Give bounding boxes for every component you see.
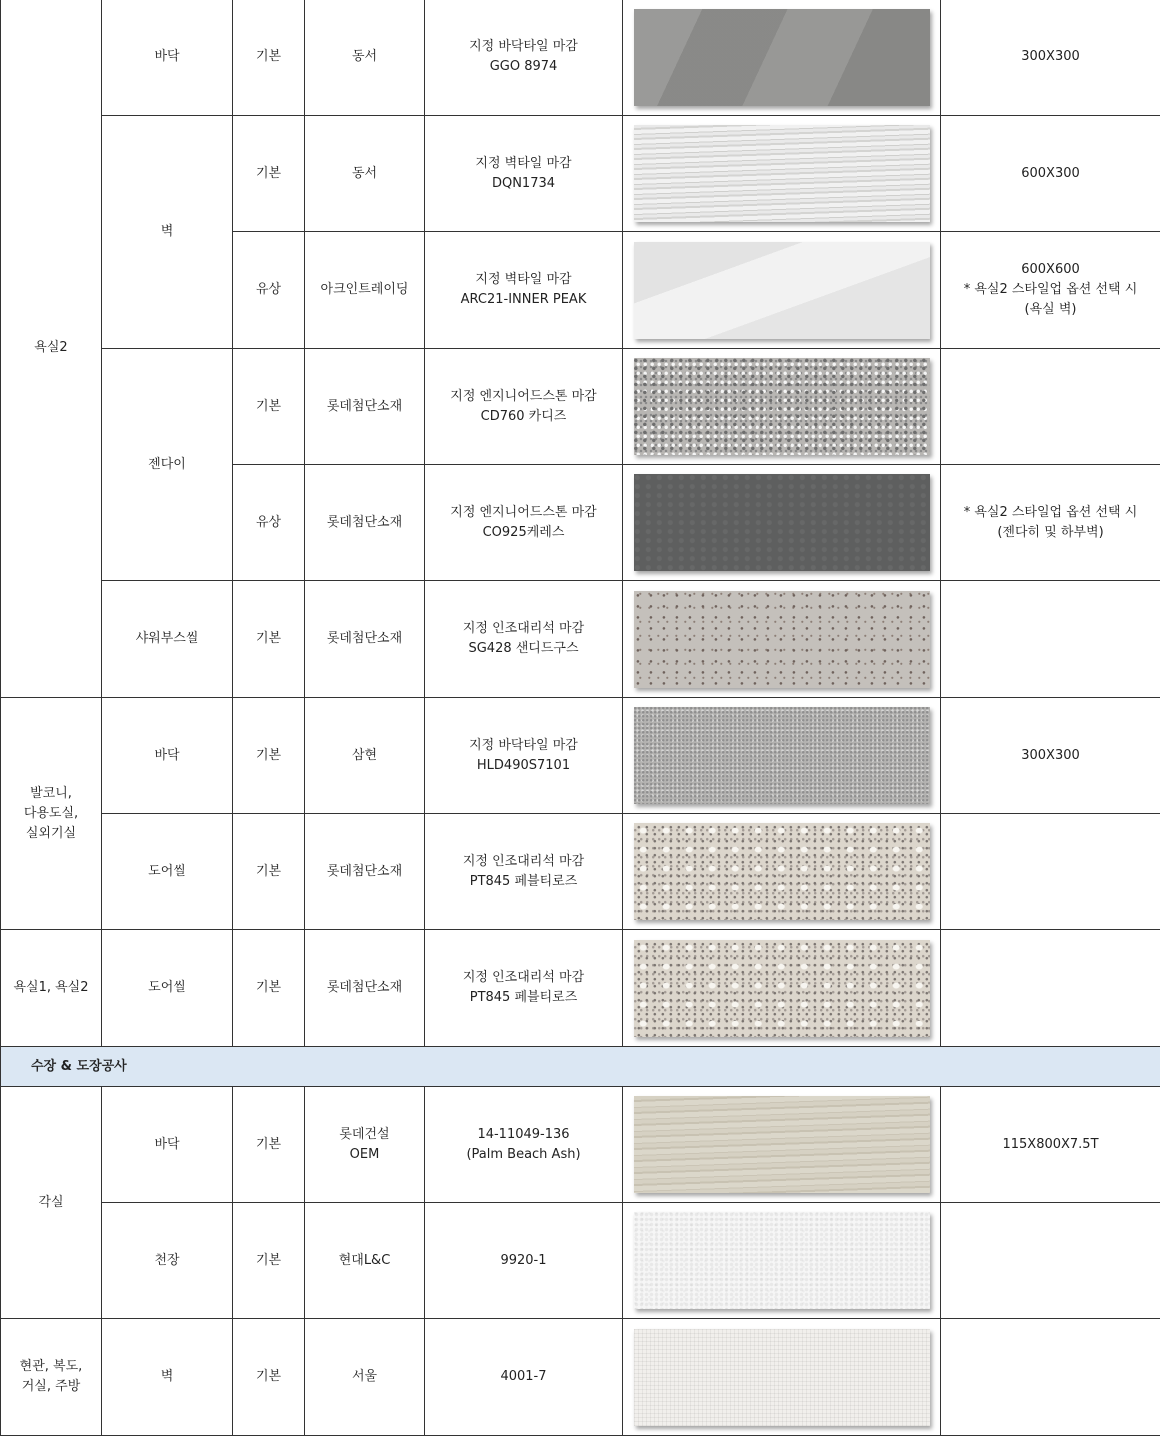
size-cell [941, 814, 1160, 930]
area-cell: 발코니, 다용도실, 실외기실 [1, 698, 102, 930]
spec-cell: 지정 인조대리석 마감 SG428 샌디드구스 [425, 581, 623, 698]
size-cell [941, 581, 1160, 698]
section-header: 수장 & 도장공사 [1, 1047, 1160, 1087]
grade-cell: 기본 [233, 1203, 305, 1319]
size-cell: * 욕실2 스타일업 옵션 선택 시 (젠다히 및 하부벽) [941, 465, 1160, 581]
table-row [1, 581, 1160, 698]
spec-cell: 14-11049-136 (Palm Beach Ash) [425, 1087, 623, 1203]
maker-cell: 아크인트레이딩 [305, 232, 425, 349]
spec-cell: 지정 벽타일 마감 ARC21-INNER PEAK [425, 232, 623, 349]
swatch-cell [623, 1203, 941, 1319]
maker-cell: 삼현 [305, 698, 425, 814]
spec-cell: 지정 바닥타일 마감 HLD490S7101 [425, 698, 623, 814]
table-row [1, 1203, 1160, 1319]
section-header-row [1, 1047, 1160, 1087]
size-cell: 300X300 [941, 698, 1160, 814]
part-cell: 도어씰 [102, 930, 233, 1047]
material-swatch-image [634, 1096, 930, 1193]
maker-cell: 롯데첨단소재 [305, 930, 425, 1047]
size-cell [941, 349, 1160, 465]
swatch-cell [623, 232, 941, 349]
material-swatch-image [634, 940, 930, 1037]
swatch-cell [623, 0, 941, 116]
table-row [1, 1087, 1160, 1203]
material-swatch-image [634, 707, 930, 804]
material-swatch-image [634, 242, 930, 339]
maker-cell: 롯데첨단소재 [305, 349, 425, 465]
swatch-cell [623, 698, 941, 814]
grade-cell: 기본 [233, 0, 305, 116]
grade-cell: 기본 [233, 581, 305, 698]
material-swatch-image [634, 9, 930, 106]
spec-cell: 4001-7 [425, 1319, 623, 1436]
grade-cell: 기본 [233, 116, 305, 232]
part-cell: 천장 [102, 1203, 233, 1319]
table-row [1, 349, 1160, 465]
spec-cell: 9920-1 [425, 1203, 623, 1319]
area-cell: 현관, 복도, 거실, 주방 [1, 1319, 102, 1436]
maker-cell: 롯데건설 OEM [305, 1087, 425, 1203]
spec-cell: 지정 인조대리석 마감 PT845 페블티로즈 [425, 814, 623, 930]
grade-cell: 기본 [233, 349, 305, 465]
size-cell [941, 1203, 1160, 1319]
size-cell [941, 1319, 1160, 1436]
size-cell: 115X800X7.5T [941, 1087, 1160, 1203]
table-row [1, 930, 1160, 1047]
part-cell: 벽 [102, 1319, 233, 1436]
swatch-cell [623, 349, 941, 465]
size-cell: 600X300 [941, 116, 1160, 232]
maker-cell: 롯데첨단소재 [305, 581, 425, 698]
grade-cell: 기본 [233, 1087, 305, 1203]
material-swatch-image [634, 358, 930, 455]
swatch-cell [623, 116, 941, 232]
maker-cell: 롯데첨단소재 [305, 814, 425, 930]
grade-cell: 유상 [233, 465, 305, 581]
size-cell: 600X600 * 욕실2 스타일업 옵션 선택 시 (욕실 벽) [941, 232, 1160, 349]
area-cell: 각실 [1, 1087, 102, 1319]
swatch-cell [623, 581, 941, 698]
spec-cell: 지정 엔지니어드스톤 마감 CO925케레스 [425, 465, 623, 581]
table-row [1, 0, 1160, 116]
table-row [1, 814, 1160, 930]
material-swatch-image [634, 474, 930, 571]
maker-cell: 현대L&C [305, 1203, 425, 1319]
swatch-cell [623, 1319, 941, 1436]
table-row [1, 1319, 1160, 1436]
swatch-cell [623, 814, 941, 930]
grade-cell: 기본 [233, 930, 305, 1047]
swatch-cell [623, 465, 941, 581]
part-cell: 벽 [102, 116, 233, 349]
spec-cell: 지정 엔지니어드스톤 마감 CD760 카디즈 [425, 349, 623, 465]
spec-cell: 지정 인조대리석 마감 PT845 페블티로즈 [425, 930, 623, 1047]
spec-cell: 지정 바닥타일 마감 GGO 8974 [425, 0, 623, 116]
area-cell: 욕실1, 욕실2 [1, 930, 102, 1047]
swatch-cell [623, 1087, 941, 1203]
material-swatch-image [634, 591, 930, 688]
maker-cell: 동서 [305, 0, 425, 116]
grade-cell: 기본 [233, 814, 305, 930]
part-cell: 도어씰 [102, 814, 233, 930]
material-swatch-image [634, 1329, 930, 1426]
material-swatch-image [634, 1212, 930, 1309]
size-cell: 300X300 [941, 0, 1160, 116]
area-cell: 욕실2 [1, 0, 102, 698]
maker-cell: 롯데첨단소재 [305, 465, 425, 581]
part-cell: 젠다이 [102, 349, 233, 581]
part-cell: 바닥 [102, 1087, 233, 1203]
maker-cell: 동서 [305, 116, 425, 232]
maker-cell: 서울 [305, 1319, 425, 1436]
grade-cell: 기본 [233, 1319, 305, 1436]
table-row [1, 116, 1160, 232]
part-cell: 바닥 [102, 0, 233, 116]
grade-cell: 유상 [233, 232, 305, 349]
grade-cell: 기본 [233, 698, 305, 814]
part-cell: 샤워부스씰 [102, 581, 233, 698]
material-swatch-image [634, 823, 930, 920]
table-row [1, 698, 1160, 814]
size-cell [941, 930, 1160, 1047]
spec-cell: 지정 벽타일 마감 DQN1734 [425, 116, 623, 232]
part-cell: 바닥 [102, 698, 233, 814]
swatch-cell [623, 930, 941, 1047]
material-swatch-image [634, 125, 930, 222]
